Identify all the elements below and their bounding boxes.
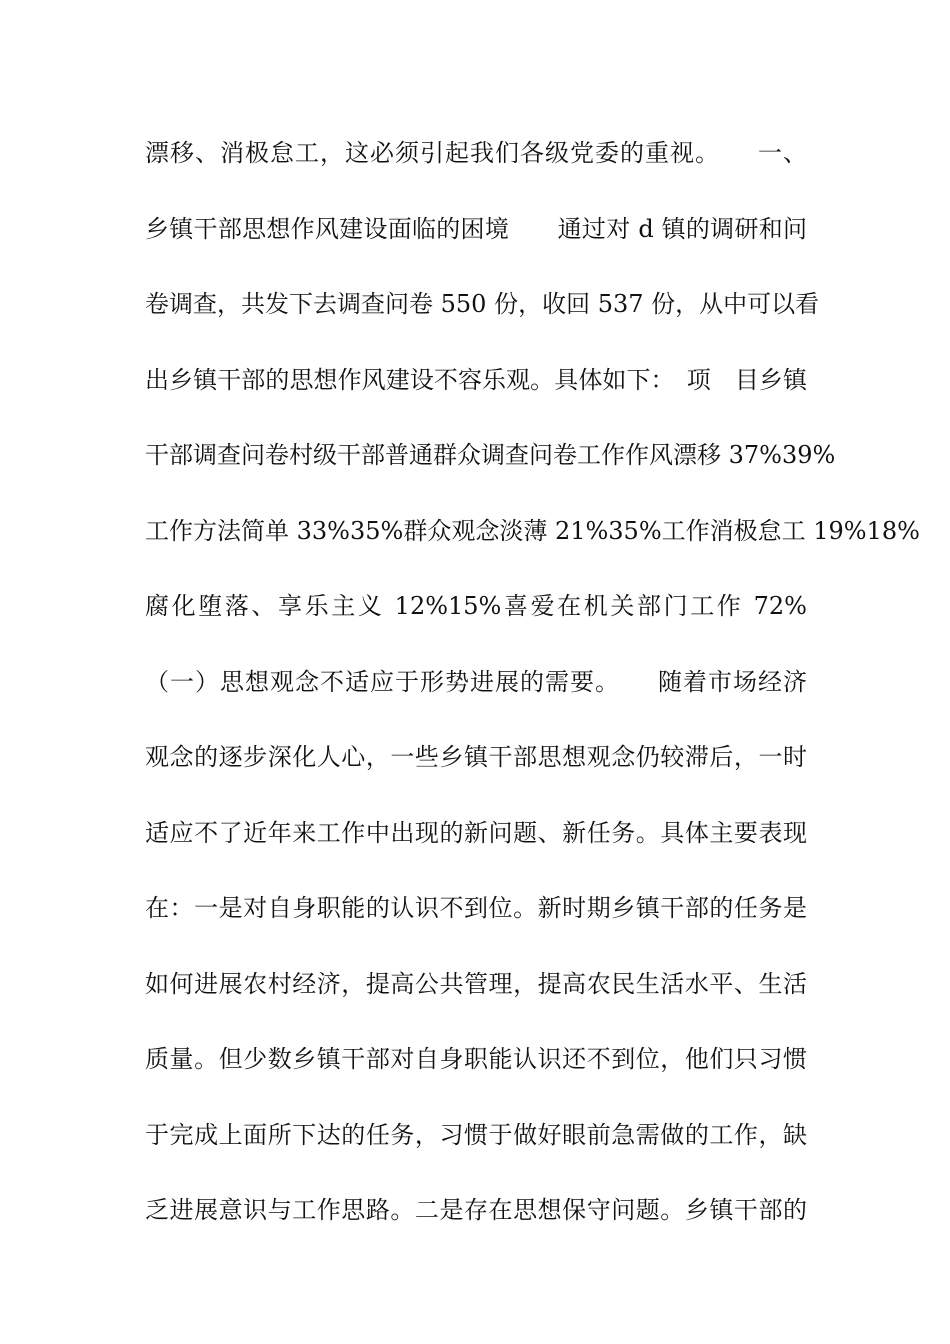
text-line: 如何进展农村经济，提高公共管理，提高农民生活水平、生活 <box>145 969 807 998</box>
text-line: 适应不了近年来工作中出现的新问题、新任务。具体主要表现 <box>145 818 807 847</box>
text-line: 观念的逐步深化人心，一些乡镇干部思想观念仍较滞后，一时 <box>145 743 807 771</box>
text-line: 于完成上面所下达的任务，习惯于做好眼前急需做的工作，缺 <box>145 1120 807 1149</box>
text-line: 腐化堕落、享乐主义 12%15%喜爱在机关部门工作 72% <box>145 592 807 620</box>
text-line: 漂移、消极怠工，这必须引起我们各级党委的重视。 一、 <box>145 139 807 167</box>
text-line: 乡镇干部思想作风建设面临的困境 通过对 d 镇的调研和问 <box>145 214 807 243</box>
text-line: 质量。但少数乡镇干部对自身职能认识还不到位，他们只习惯 <box>145 1045 807 1073</box>
text-line: 卷调查，共发下去调查问卷 550 份，收回 537 份，从中可以看 <box>145 290 820 318</box>
text-line: 工作方法简单 33%35%群众观念淡薄 21%35%工作消极怠工 19%18% <box>145 516 920 545</box>
body-text <box>145 126 920 1259</box>
text-line: （一）思想观念不适应于形势进展的需要。 随着市场经济 <box>145 667 807 696</box>
text-line: 乏进展意识与工作思路。二是存在思想保守问题。乡镇干部的 <box>145 1196 807 1224</box>
text-line: 干部调查问卷村级干部普通群众调查问卷工作作风漂移 37%39% <box>145 441 836 469</box>
text-line: 出乡镇干部的思想作风建设不容乐观。具体如下： 项 目乡镇 <box>145 365 807 394</box>
text-line: 在：一是对自身职能的认识不到位。新时期乡镇干部的任务是 <box>145 894 807 922</box>
